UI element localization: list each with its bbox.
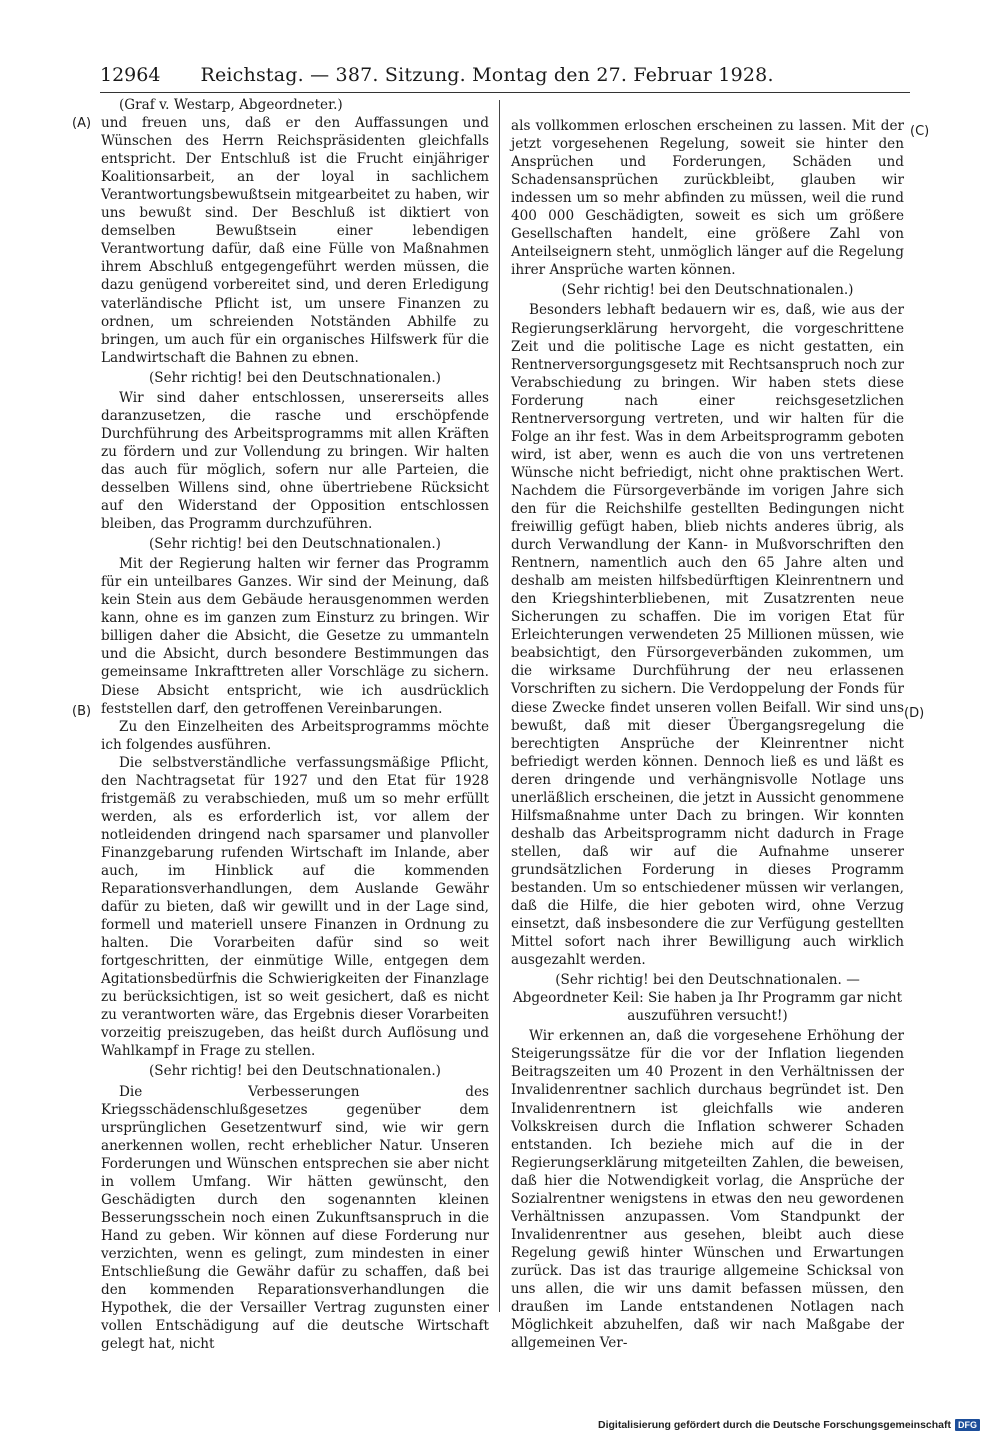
page-number: 12964 (100, 64, 161, 86)
left-column (101, 96, 489, 1353)
paragraph: Wir erkennen an, daß die vorgesehene Erhöhung der Steigerungssätze für die vor der Inflation liegenden Beitragszeiten um 40 Prozent in den Verhältnissen der Invalidenrentner sachlich durchaus begründet ist. Den Invalidenrentnern ist gleichfalls wie anderen Volkskreisen durch die Inflation schwerer Schaden entstanden. Ich beziehe mich auf die in der Regierungserklärung mitgeteilten Zahlen, die beweisen, daß hier die Notwendigkeit vorlag, die Ansprüche der Sozialrentner wenigstens in etwas den neu gewordenen Verhältnissen anzupassen. Vom Standpunkt der Invalidenrentner aus gesehen, bleibt auch diese Regelung gewiß hinter Wünschen und Erwartungen zurück. Das ist das traurige allgemeine Schicksal von uns allen, die wir uns damit befassen müssen, den draußen im Lande entstandenen Notlagen nach Möglichkeit abzuhelfen, daß wir nach Maßgabe der allgemeinen Ver- (511, 1028, 904, 1352)
paragraph: Die Verbesserungen des Kriegsschädenschlußgesetzes gegenüber dem ursprünglichen Gesetzentwurf sind, wie wir gern anerkennen wollen, recht erheblicher Natur. Unseren Forderungen und Wünschen entsprechen sie aber nicht in vollem Umfang. Wir hätten gewünscht, den Geschädigten durch den sogenannten kleinen Besserungsschein noch einen Zukunftsanspruch in die Hand zu geben. Wir können auf diese Forderung nur verzichten, wenn es gelingt, zum mindesten in einer Entschließung die Gewähr dafür zu schaffen, daß bei den kommenden Reparationsverhandlungen die Hypothek, die der Versailler Vertrag zugunsten einer vollen Entschädigung auf die deutsche Wirtschaft gelegt hat, nicht (101, 1083, 489, 1353)
margin-marker-a: (A) (72, 116, 92, 131)
header-rule (100, 92, 910, 93)
interjection: (Sehr richtig! bei den Deutschnationalen.) (149, 1063, 441, 1080)
paragraph: und freuen uns, daß er den Auffassungen und Wünschen des Herrn Reichspräsidenten gleichfalls entspricht. Der Entschluß ist die Frucht einjähriger Koalitionsarbeit, an der loyal in sachlichem Verantwortungsbewußtsein mitgearbeitet zu haben, wir uns bewußt sind. Der Beschluß ist diktiert von demselben Bewußtsein einer lebendigen Verantwortung dafür, daß eine Fülle von Maßnahmen ihrem Abschluß entgegengeführt werden müssen, die dazu genügend vorbereitet sind, und deren Erledigung vaterländische Pflicht ist, um unsere Finanzen zu ordnen, um schreienden Notständen Abhilfe zu bringen, um auch für ein organisches Hilfswerk für die Landwirtschaft die Bahnen zu ebnen. (101, 115, 489, 366)
margin-marker-c: (C) (910, 124, 930, 139)
paragraph: Besonders lebhaft bedauern wir es, daß, wie aus der Regierungserklärung hervorgeht, die vorgeschrittene Zeit und die politische Lage es nicht gestatten, ein Rentnerversorgungsgesetz mit Rechtsanspruch noch zur Verabschiedung zu bringen. Wir haben stets diese Forderung nach einer reichsgesetzlichen Rentnerversorgung vertreten, und wir halten für die Folge an ihr fest. Was in dem Arbeitsprogramm geboten wird, ist aber, wenn es auch die von uns vertretenen Wünsche nicht befriedigt, nicht ohne praktischen Wert. Nachdem die Fürsorgeverbände im vorigen Jahre sich den für die Reichshilfe gestellten Bedingungen nicht freiwillig gefügt haben, blieb nichts anderes übrig, als durch Verwandlung der Kann- in Mußvorschriften den Rentnern, namentlich auch den 65 Jahre alten und deshalb am meisten hilfsbedürftigen Kleinrentnern und den Kriegshinterbliebenen, mit Zusatzrenten neue Sicherungen zu schaffen. Die im vorigen Etat für Erleichterungen verwendeten 25 Millionen müssen, wie beabsichtigt, den Fürsorgeverbänden zukommen, um die wirksame Durchführung der neu erlassenen Vorschriften zu sichern. Die Verdoppelung der Fonds für diese Zwecke findet unseren vollen Beifall. Wir sind uns bewußt, daß mit dieser Übergangsregelung die berechtigten Ansprüche der Kleinrentner nicht befriedigt werden können. Dennoch ließ es und läßt es deren dringende und verhängnisvolle Notlage uns unerläßlich erscheinen, die jetzt in Aussicht genommene Hilfsmaßnahme unter Dach zu bringen. Wir konnten deshalb das Arbeitsprogramm nicht dadurch in Frage stellen, daß wir auf die Aufnahme unserer grundsätzlichen Forderung in dieses Programm bestanden. Um so entschiedener müssen wir verlangen, daß die Hilfe, die hier geboten wird, ohne Verzug einsetzt, daß insbesondere die zur Verfügung gestellten Mittel sofort nach ihrer Bewilligung auch wirklich ausgezahlt werden. (511, 302, 904, 969)
interjection: (Sehr richtig! bei den Deutschnationalen. — Abgeordneter Keil: Sie haben ja Ihr Programm gar nicht auszuführen versucht!) (512, 972, 903, 1025)
speaker-attribution: (Graf v. Westarp, Abgeordneter.) (119, 97, 343, 113)
interjection: (Sehr richtig! bei den Deutschnationalen.) (149, 536, 441, 553)
paragraph: Die selbstverständliche verfassungsmäßige Pflicht, den Nachtragsetat für 1927 und den Etat für 1928 fristgemäß zu verabschieden, muß um so mehr erfüllt werden, als es erforderlich ist, vor allem der notleidenden dringend nach sparsamer und planvoller Finanzgebarung rufenden Wirtschaft im Inlande, aber auch, im Hinblick auf die kommenden Reparationsverhandlungen, dem Auslande Gewähr dafür zu bieten, daß wir gewillt und in der Lage sind, formell und materiell unsere Finanzen in Ordnung zu halten. Die Vorarbeiten dafür sind so weit fortgeschritten, der einmütige Wille, entgegen dem Agitationsbedürfnis die Schwierigkeiten der Finanzlage zu berücksichtigen, ist so weit gesichert, daß es nicht zu verantworten wäre, das Ergebnis dieser Vorarbeiten vorzeitig preiszugeben, das heißt durch Auflösung und Wahlkampf in Frage zu stellen. (101, 754, 489, 1060)
paragraph: Wir sind daher entschlossen, unsererseits alles daranzusetzen, die rasche und erschöpfende Durchführung des Arbeitsprogramms mit allen Kräften zu fördern und zur Vollendung zu bringen. Wir halten das auch für möglich, sofern nur alle Parteien, die desselben Willens sind, ohne übertriebene Rücksicht auf den Widerstand der Opposition entschlossen bleiben, das Programm durchzuführen. (101, 389, 489, 533)
footer-credit (598, 1418, 980, 1432)
dfg-logo-icon: DFG (955, 1419, 980, 1431)
interjection: (Sehr richtig! bei den Deutschnationalen.) (149, 369, 441, 386)
page-header (100, 64, 910, 92)
right-column (511, 117, 904, 1352)
margin-marker-d: (D) (904, 706, 925, 721)
running-head: Reichstag. — 387. Sitzung. Montag den 27. Februar 1928. (200, 64, 774, 86)
paragraph: Mit der Regierung halten wir ferner das Programm für ein unteilbares Ganzes. Wir sind der Meinung, daß kein Stein aus dem Gebäude herausgenommen werden kann, ohne es im ganzen zum Einsturz zu bringen. Wir billigen daher die Absicht, die Gesetze zu ummanteln und die Absicht, durch besondere Bestimmungen das gemeinsame Inkrafttreten aller Vorschläge zu sichern. Diese Absicht entspricht, wie ich ausdrücklich feststellen darf, den getroffenen Vereinbarungen. (101, 556, 489, 717)
column-divider (499, 100, 500, 1312)
margin-marker-b: (B) (72, 704, 92, 719)
interjection: (Sehr richtig! bei den Deutschnationalen.) (561, 282, 854, 299)
paragraph: Zu den Einzelheiten des Arbeitsprogramms möchte ich folgendes ausführen. (101, 718, 489, 753)
footer-credit-text: Digitalisierung gefördert durch die Deutsche Forschungsgemeinschaft (598, 1419, 951, 1431)
paragraph: als vollkommen erloschen erscheinen zu lassen. Mit der jetzt vorgesehenen Regelung, soweit sie hinter den Ansprüchen und Forderungen, Schäden und Schadensansprüchen zurückbleibt, glauben wir indessen um so mehr abfinden zu müssen, weil die rund 400 000 Geschädigten, soweit es sich um größere Gesellschaften handelt, eine größere Zahl von Anteilseignern steht, unmöglich länger auf die Regelung ihrer Ansprüche warten können. (511, 118, 904, 279)
